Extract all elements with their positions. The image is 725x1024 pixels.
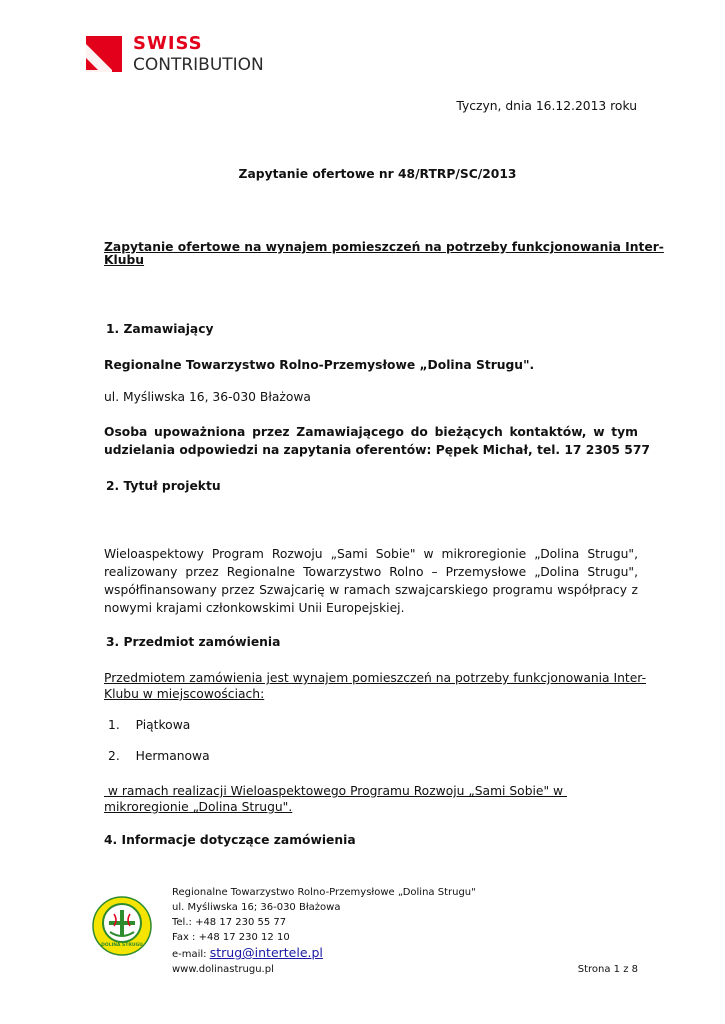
badge-text: DOLINA STRUGU <box>101 943 143 948</box>
orderer-address: ul. Myśliwska 16, 36-030 Błażowa <box>104 390 311 404</box>
section-2-heading: 2. Tytuł projektu <box>106 479 221 493</box>
project-title-line: Wieloaspektowy Program Rozwoju „Sami Sobie" w mikroregionie „Dolina Strugu", <box>104 547 638 561</box>
project-title-line: współfinansowany przez Szwajcarię w ramach szwajcarskiego programu współpracy z <box>104 583 638 597</box>
footer-email-link[interactable]: strug@intertele.pl <box>209 945 323 960</box>
inquiry-number: Zapytanie ofertowe nr 48/RTRP/SC/2013 <box>238 167 517 181</box>
swiss-flag-logo-icon <box>86 36 122 72</box>
framework-line-2: mikroregionie „Dolina Strugu". <box>104 800 293 814</box>
dolina-strugu-logo-icon <box>92 896 152 956</box>
list-item-label: Piątkowa <box>135 718 191 732</box>
order-subject-line-2: Klubu w miejscowościach: <box>104 687 265 701</box>
list-item <box>108 747 210 766</box>
subject-line-1: Zapytanie ofertowe na wynajem pomieszczeń na potrzeby funkcjonowania Inter- <box>104 240 664 254</box>
footer-fax: Fax : +48 17 230 12 10 <box>172 932 290 943</box>
list-item <box>108 716 190 735</box>
footer-website[interactable]: www.dolinastrugu.pl <box>172 964 274 975</box>
project-title-line: realizowany przez Regionalne Towarzystwo Rolno – Przemysłowe „Dolina Strugu", <box>104 565 638 579</box>
logo-contribution-text: CONTRIBUTION <box>133 55 264 75</box>
order-subject-line-1: Przedmiotem zamówienia jest wynajem pomieszczeń na potrzeby funkcjonowania Inter- <box>104 671 647 685</box>
subject-line-2: Klubu <box>104 253 145 267</box>
contact-person-line-1: Osoba upoważniona przez Zamawiającego do bieżących kontaktów, w tym <box>104 425 638 439</box>
contact-person-line-2: udzielania odpowiedzi na zapytania oferentów: Pępek Michał, tel. 17 2305 577 <box>104 443 650 457</box>
list-item-label: Hermanowa <box>135 749 210 763</box>
footer-org: Regionalne Towarzystwo Rolno-Przemysłowe „Dolina Strugu" <box>172 887 476 898</box>
list-item-number: 2. <box>108 749 120 763</box>
logo-swiss-text: SWISS <box>133 33 203 54</box>
project-title-line: nowymi krajami członkowskimi Unii Europejskiej. <box>104 601 405 615</box>
footer-address: ul. Myśliwska 16; 36-030 Błażowa <box>172 902 341 913</box>
date-line: Tyczyn, dnia 16.12.2013 roku <box>456 99 637 113</box>
orderer-name: Regionalne Towarzystwo Rolno-Przemysłowe „Dolina Strugu". <box>104 358 535 372</box>
section-4-heading: 4. Informacje dotyczące zamówienia <box>104 833 356 847</box>
footer-email-label: e-mail: <box>172 949 210 960</box>
footer-email-row <box>172 945 323 962</box>
page-number: Strona 1 z 8 <box>577 964 638 975</box>
framework-line-1: w ramach realizacji Wieloaspektowego Programu Rozwoju „Sami Sobie" w <box>104 784 568 798</box>
footer-tel: Tel.: +48 17 230 55 77 <box>172 917 287 928</box>
section-3-heading: 3. Przedmiot zamówienia <box>106 635 281 649</box>
section-1-heading: 1. Zamawiający <box>106 322 214 336</box>
list-item-number: 1. <box>108 718 120 732</box>
